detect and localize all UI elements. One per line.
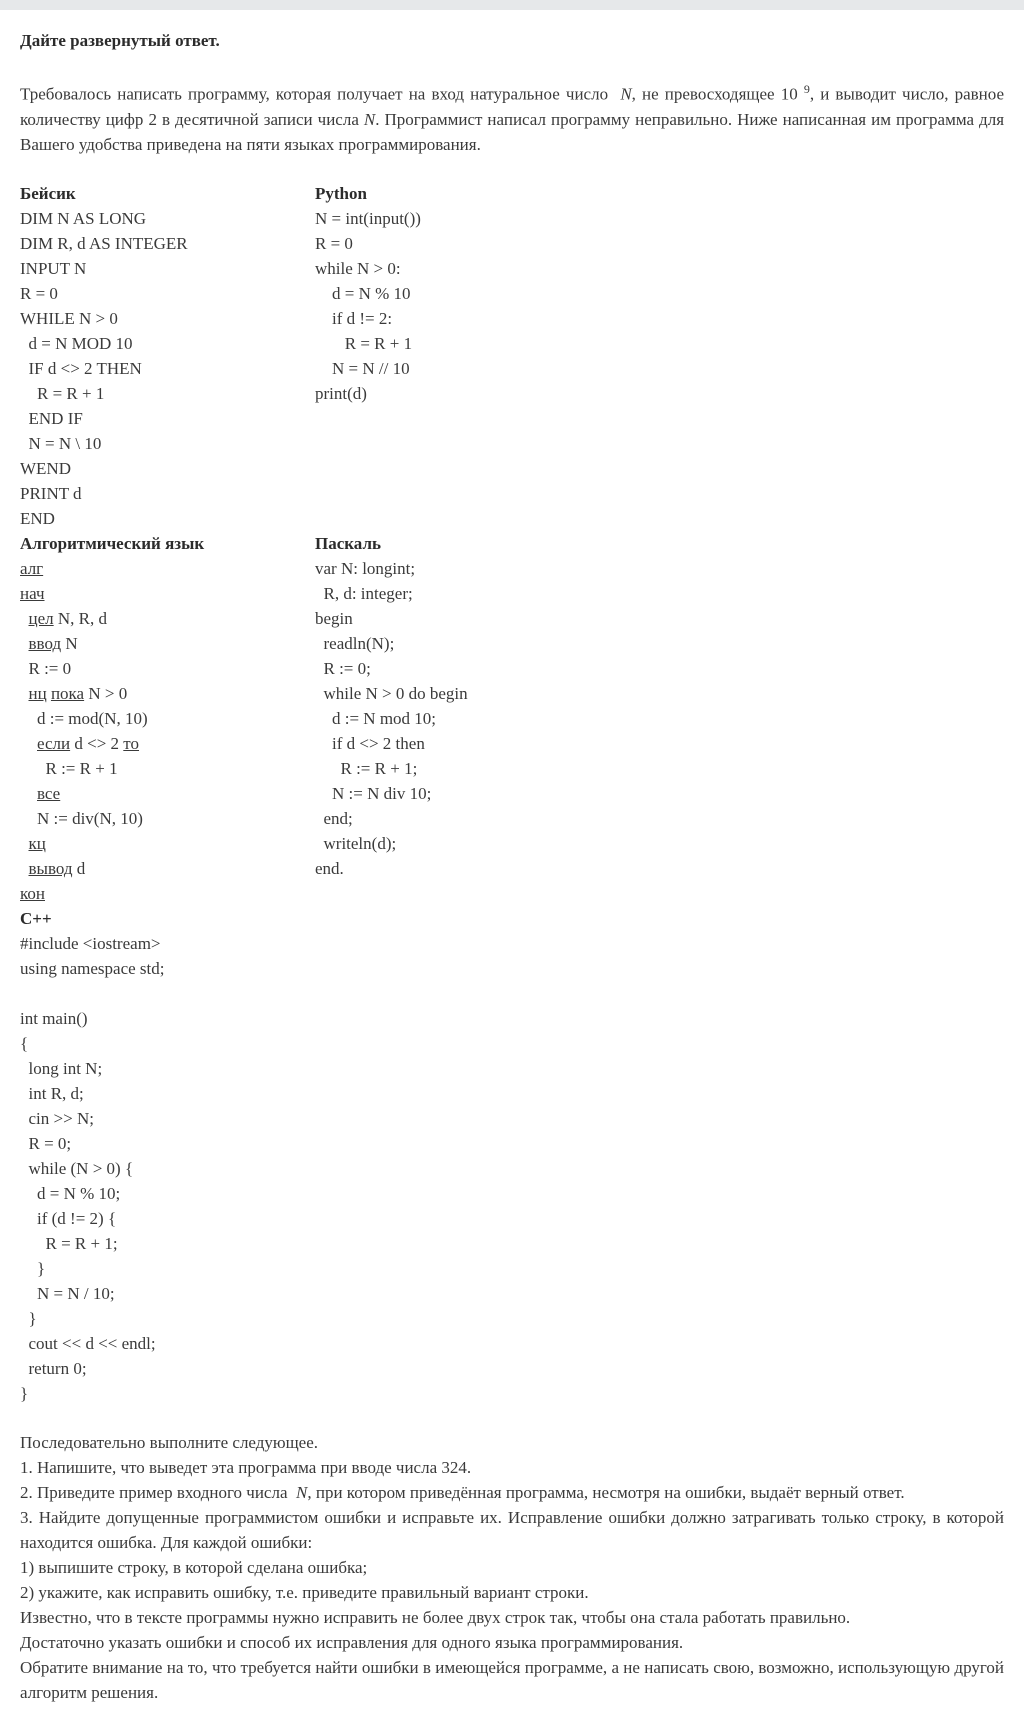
code-line: DIM R, d AS INTEGER (20, 233, 188, 253)
code-text: N, R, d (53, 608, 108, 628)
code-line: R = 0 (315, 233, 353, 253)
code-line (20, 781, 315, 806)
intro-text-4: . Программист написал программу неправильно. Ниже написанная им программа для Вашего удобства приведена на пяти языках программирования. (20, 109, 1005, 154)
code-line: print(d) (315, 383, 367, 403)
code-line: N = N / 10; (20, 1283, 115, 1303)
code-line: if d <> 2 then (315, 733, 425, 753)
instruction-line: Известно, что в тексте программы нужно исправить не более двух строк так, чтобы она стала работать правильно. (20, 1607, 851, 1627)
intro-text-3: , и выводит число, равное количеству цифр 2 в десятичной записи числа (20, 84, 1005, 129)
code-line (20, 581, 315, 606)
basic-title: Бейсик (20, 183, 76, 203)
code-line: R := R + 1; (315, 758, 418, 778)
code-line: INPUT N (20, 258, 87, 278)
code-line: N := div(N, 10) (20, 808, 143, 828)
keyword: кц (28, 833, 46, 853)
code-line: cin >> N; (20, 1108, 94, 1128)
code-line: R = R + 1; (20, 1233, 118, 1253)
intro-var-n-2: N (363, 109, 376, 129)
instruction-var-n: N (296, 1482, 308, 1502)
code-line: { (20, 1033, 29, 1053)
instruction-line: 3. Найдите допущенные программистом ошибки и исправьте их. Исправление ошибки должно затрагивать только строку, в которой находится ошибка. Для каждой ошибки: (20, 1507, 1004, 1552)
code-row-1 (20, 181, 1004, 531)
code-line: using namespace std; (20, 958, 165, 978)
code-text: N (61, 633, 78, 653)
pascal-code (315, 556, 715, 881)
keyword: то (123, 733, 140, 753)
code-line: d = N % 10; (20, 1183, 121, 1203)
instruction-line: Обратите внимание на то, что требуется найти ошибки в имеющейся программе, а не написать свою, возможно, использующую другой алгоритм решения. (20, 1657, 1004, 1702)
instruction-line: 2) укажите, как исправить ошибку, т.е. приведите правильный вариант строки. (20, 1582, 589, 1602)
cpp-listing (20, 906, 1004, 1406)
code-line: R = 0; (20, 1133, 72, 1153)
code-line (20, 631, 315, 656)
code-line: int R, d; (20, 1083, 84, 1103)
intro-text-2: , не превосходящее 10 (631, 84, 798, 104)
task-instructions (20, 1430, 1004, 1705)
python-listing (315, 181, 715, 531)
task-intro (20, 77, 1004, 157)
code-line: END IF (20, 408, 83, 428)
instruction-line: Достаточно указать ошибки и способ их исправления для одного языка программирования. (20, 1632, 684, 1652)
code-line (20, 981, 1004, 1006)
code-line: END (20, 508, 55, 528)
code-line: var N: longint; (315, 558, 416, 578)
intro-text-1: Требовалось написать программу, которая получает на вход натуральное число (20, 84, 609, 104)
code-line: R, d: integer; (315, 583, 413, 603)
python-title: Python (315, 183, 367, 203)
code-line: } (20, 1383, 29, 1403)
pascal-listing (315, 531, 715, 906)
keyword: алг (20, 558, 44, 578)
cpp-code (20, 931, 1004, 1406)
code-line: return 0; (20, 1358, 87, 1378)
keyword: цел (28, 608, 54, 628)
code-line: #include <iostream> (20, 933, 161, 953)
code-line: R := 0; (315, 658, 371, 678)
code-line: int main() (20, 1008, 88, 1028)
task-heading: Дайте развернутый ответ. (20, 31, 220, 50)
code-line: begin (315, 608, 353, 628)
instruction-line: 1. Напишите, что выведет эта программа при вводе числа 324. (20, 1457, 472, 1477)
code-line: while (N > 0) { (20, 1158, 134, 1178)
code-line: end; (315, 808, 353, 828)
code-line: WEND (20, 458, 71, 478)
code-line: } (20, 1258, 46, 1278)
instruction-text: 2. Приведите пример входного числа (20, 1482, 288, 1502)
task-content (20, 22, 1004, 1705)
code-text: N > 0 (84, 683, 128, 703)
code-line (20, 556, 315, 581)
code-line: DIM N AS LONG (20, 208, 147, 228)
keyword: нач (20, 583, 45, 603)
keyword: пока (50, 683, 85, 703)
code-line: N = int(input()) (315, 208, 421, 228)
keyword: если (37, 733, 71, 753)
code-line: readln(N); (315, 633, 395, 653)
code-line: N = N // 10 (315, 358, 410, 378)
code-line: if (d != 2) { (20, 1208, 117, 1228)
code-line: R := R + 1 (20, 758, 118, 778)
code-line: R = R + 1 (20, 383, 105, 403)
code-line: N := N div 10; (315, 783, 432, 803)
basic-listing (20, 181, 315, 531)
cpp-title: С++ (20, 908, 52, 928)
code-line: d = N % 10 (315, 283, 411, 303)
code-line: } (20, 1308, 37, 1328)
intro-power: 9 (803, 82, 810, 96)
code-line: R = 0 (20, 283, 58, 303)
code-line (20, 831, 315, 856)
code-line: N = N \ 10 (20, 433, 102, 453)
pascal-title: Паскаль (315, 533, 381, 553)
code-line: while N > 0 do begin (315, 683, 468, 703)
code-line (20, 681, 315, 706)
code-line (20, 731, 315, 756)
code-line: writeln(d); (315, 833, 397, 853)
keyword: нц (28, 683, 47, 703)
keyword: вывод (28, 858, 73, 878)
instruction-line: Последовательно выполните следующее. (20, 1432, 319, 1452)
algo-title: Алгоритмический язык (20, 533, 205, 553)
basic-code (20, 206, 315, 531)
keyword: ввод (28, 633, 62, 653)
algo-listing (20, 531, 315, 906)
code-line: R = R + 1 (315, 333, 413, 353)
code-line: PRINT d (20, 483, 82, 503)
code-line: d := mod(N, 10) (20, 708, 148, 728)
code-line: d = N MOD 10 (20, 333, 133, 353)
keyword: все (37, 783, 61, 803)
code-line: R := 0 (20, 658, 72, 678)
code-line: cout << d << endl; (20, 1333, 156, 1353)
code-line: WHILE N > 0 (20, 308, 118, 328)
instruction-line: 1) выпишите строку, в которой сделана ошибка; (20, 1557, 368, 1577)
code-line (20, 881, 315, 906)
code-line: end. (315, 858, 344, 878)
intro-var-n: N (620, 84, 632, 104)
code-line (20, 856, 315, 881)
instruction-line (20, 1480, 1004, 1505)
keyword: кон (20, 883, 45, 903)
code-line: while N > 0: (315, 258, 401, 278)
code-text: d <> 2 (70, 733, 124, 753)
code-line: if d != 2: (315, 308, 393, 328)
python-code (315, 206, 715, 406)
code-listings (20, 181, 1004, 1406)
code-line: d := N mod 10; (315, 708, 437, 728)
code-line: IF d <> 2 THEN (20, 358, 142, 378)
instruction-text: , при котором приведённая программа, несмотря на ошибки, выдаёт верный ответ. (307, 1482, 905, 1502)
code-text: d (72, 858, 86, 878)
code-line: long int N; (20, 1058, 103, 1078)
code-row-2 (20, 531, 1004, 906)
code-line (20, 606, 315, 631)
top-bar (0, 0, 1024, 10)
